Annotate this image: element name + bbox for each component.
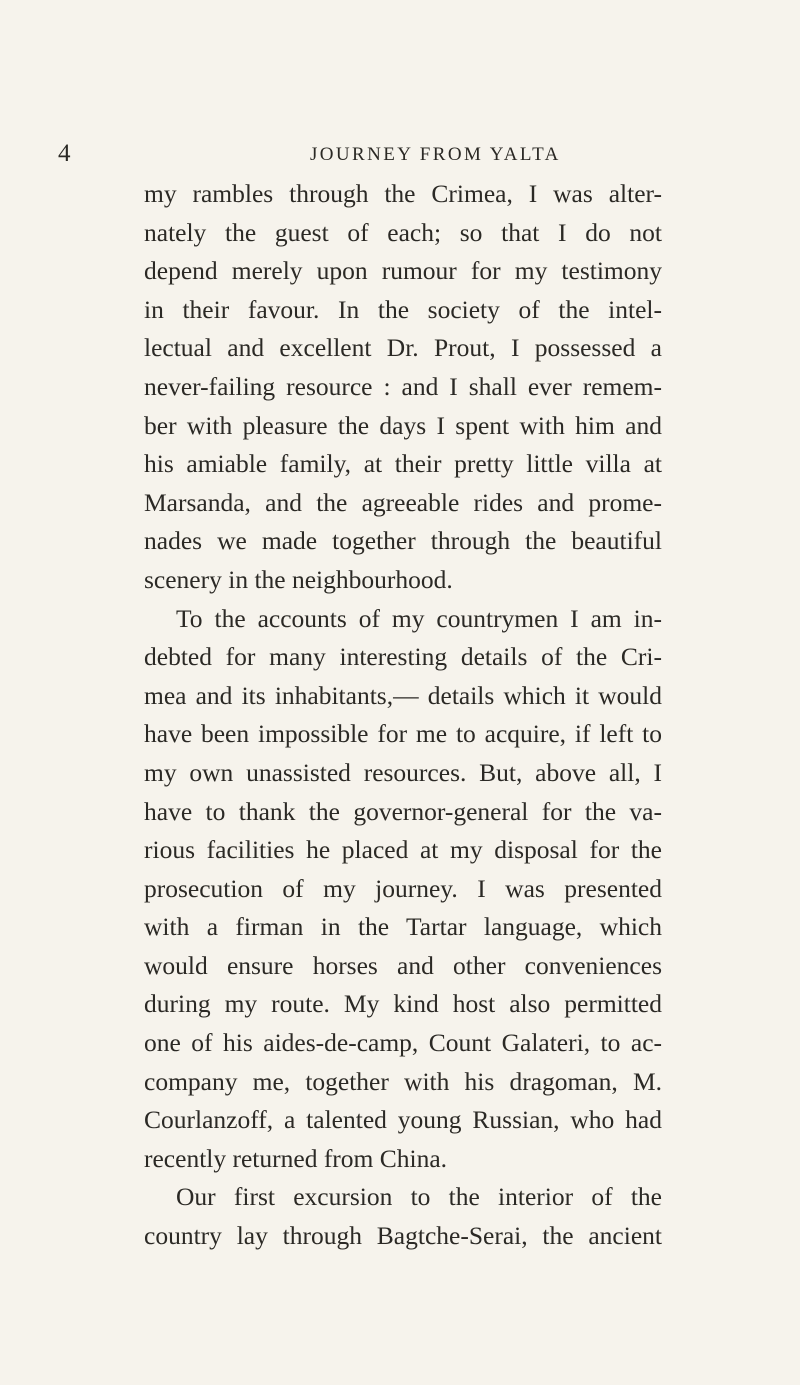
text-line: my rambles through the Crimea, I was alter- xyxy=(144,179,662,208)
paragraph-first-line: Our first excursion to the interior of the xyxy=(176,1182,662,1212)
running-head xyxy=(58,139,578,169)
text-line: company me, together with his dragoman, M. xyxy=(144,1066,662,1096)
text-line: depend merely upon rumour for my testimony xyxy=(144,256,662,286)
text-line: nately the guest of each; so that I do not xyxy=(144,217,662,247)
text-line: my own unassisted resources. But, above all, I xyxy=(144,757,662,787)
text-line: one of his aides-de-camp, Count Galateri, to ac- xyxy=(144,1028,662,1058)
text-line: nades we made together through the beautiful xyxy=(144,526,662,556)
paragraph-end-line: recently returned from China. xyxy=(144,1143,448,1173)
text-line: have to thank the governor-general for the va- xyxy=(144,796,662,826)
text-line: never-failing resource : and I shall ever remem- xyxy=(144,371,662,401)
text-line: Marsanda, and the agreeable rides and prome- xyxy=(144,487,662,517)
text-line: mea and its inhabitants,— details which it would xyxy=(144,680,662,710)
text-line: country lay through Bagtche-Serai, the ancient xyxy=(144,1221,662,1251)
text-line: rious facilities he placed at my disposal for the xyxy=(144,835,662,865)
page-number: 4 xyxy=(58,140,71,167)
text-line: with a firman in the Tartar language, which xyxy=(144,912,662,942)
text-line: debted for many interesting details of the Cri- xyxy=(144,642,662,672)
body-text xyxy=(144,175,662,1256)
text-line: Courlanzoff, a talented young Russian, who had xyxy=(144,1105,662,1135)
text-line: ber with pleasure the days I spent with him and xyxy=(144,410,662,440)
paragraph-first-line: To the accounts of my countrymen I am in- xyxy=(176,603,662,633)
text-line: would ensure horses and other conveniences xyxy=(144,950,662,980)
paragraph-end-line: scenery in the neighbourhood. xyxy=(144,564,453,594)
text-line: have been impossible for me to acquire, if left to xyxy=(144,719,662,749)
text-line: during my route. My kind host also permitted xyxy=(144,989,662,1019)
text-line: lectual and excellent Dr. Prout, I possessed a xyxy=(144,333,662,363)
text-line: his amiable family, at their pretty little villa at xyxy=(144,449,662,479)
running-title: JOURNEY FROM YALTA xyxy=(310,144,561,165)
text-line: in their favour. In the society of the intel- xyxy=(144,294,662,324)
text-line: prosecution of my journey. I was presented xyxy=(144,873,662,903)
